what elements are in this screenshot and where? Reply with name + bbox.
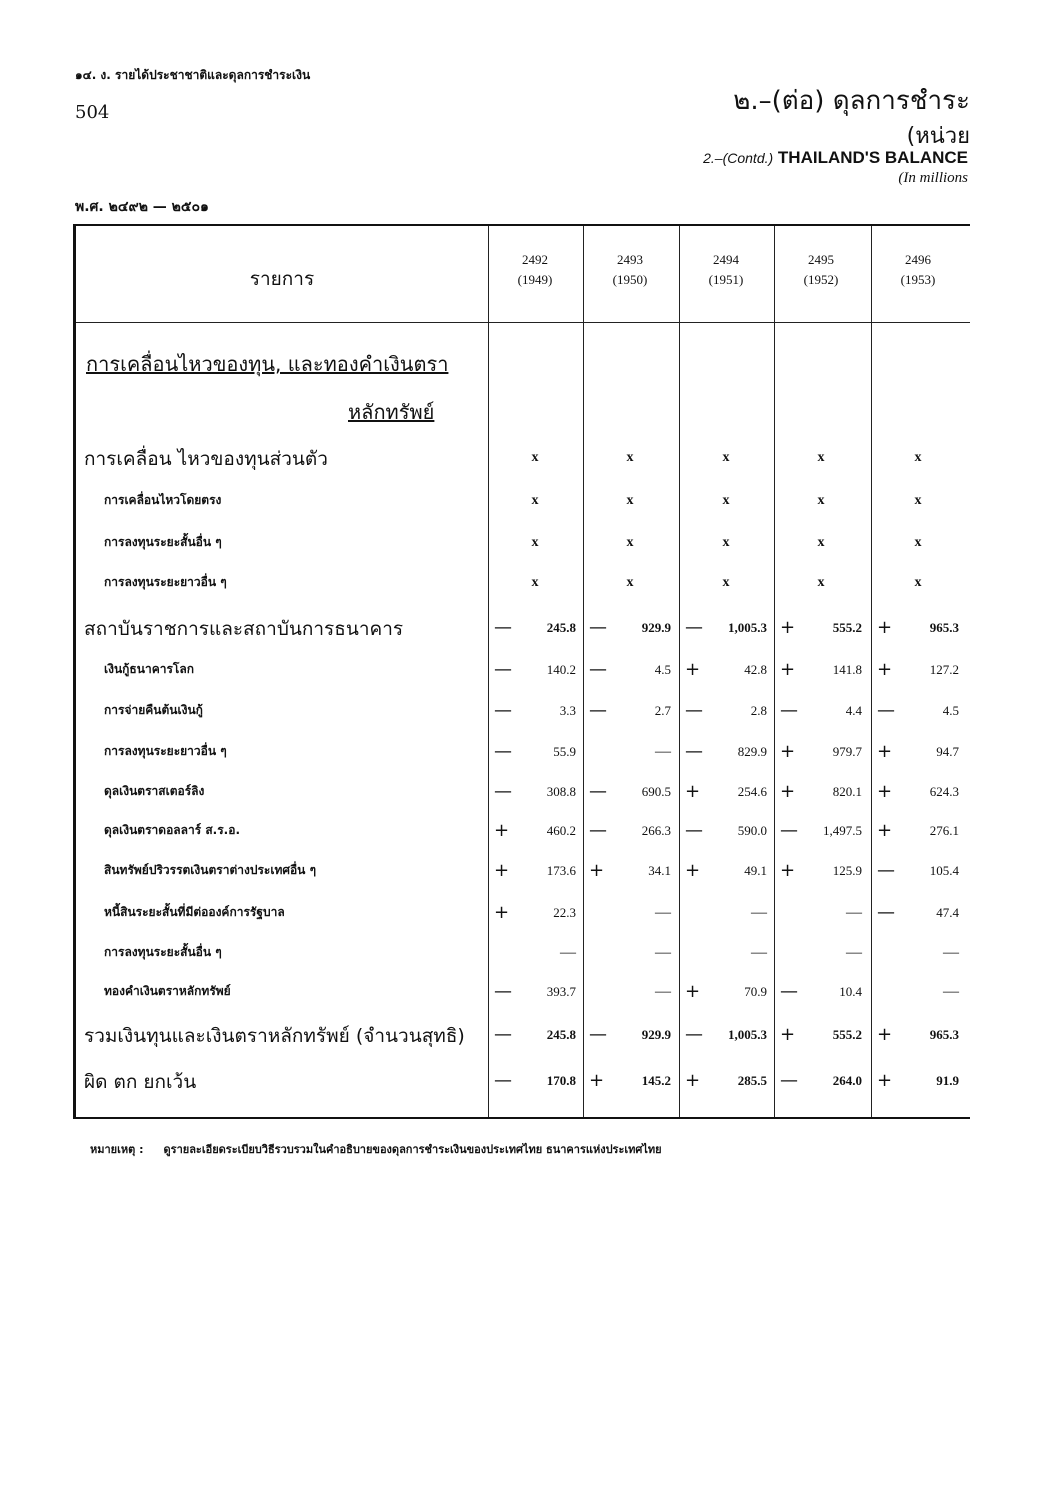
- table-cell-value: x: [626, 493, 634, 508]
- footnote-text: ดูรายละเอียดระเบียบวิธีรวบรวมในคำอธิบายของดุลการชำระเงินของประเทศไทย ธนาคารแห่งประเทศไทย: [163, 1143, 662, 1156]
- table-cell-value: —: [846, 904, 862, 921]
- column-divider: [679, 226, 680, 1117]
- table-cell-sign: —: [494, 617, 512, 638]
- table-cell-sign: —: [494, 659, 512, 680]
- year-ce: (1951): [708, 272, 744, 287]
- table-cell-sign: —: [589, 700, 607, 721]
- table-cell-value: —: [943, 983, 959, 1000]
- table-cell-value: 276.1: [929, 823, 959, 838]
- table-cell-value: 140.2: [546, 662, 576, 677]
- table-cell-value: x: [817, 493, 825, 508]
- table-cell-value: 55.9: [553, 744, 576, 759]
- table-cell-value: 91.9: [936, 1073, 959, 1088]
- table-cell-value: 929.9: [641, 620, 671, 635]
- table-cell-sign: —: [685, 700, 703, 721]
- column-header-year: [679, 250, 773, 290]
- year-ce: (1953): [900, 272, 936, 287]
- title-english: [703, 148, 968, 168]
- column-header-year: [871, 250, 965, 290]
- table-cell-sign: —: [494, 1024, 512, 1045]
- table-cell-value: 47.4: [936, 905, 959, 920]
- table-cell-value: x: [626, 535, 634, 550]
- table-cell-value: 555.2: [832, 620, 862, 635]
- column-divider: [774, 226, 775, 1117]
- table-cell-sign: +: [685, 860, 701, 881]
- column-divider: [871, 226, 872, 1117]
- table-cell-sign: +: [877, 820, 893, 841]
- year-ce: (1949): [517, 272, 553, 287]
- table-cell-value: x: [817, 575, 825, 590]
- table-cell-value: 829.9: [737, 744, 767, 759]
- table-cell-value: —: [560, 944, 576, 961]
- period-label: พ.ศ. ๒๔๙๒ — ๒๕๐๑: [75, 199, 209, 215]
- year-be: 2494: [713, 252, 739, 267]
- table-cell-value: 590.0: [737, 823, 767, 838]
- year-be: 2493: [617, 252, 643, 267]
- table-cell-value: 170.8: [546, 1073, 576, 1088]
- table-cell-sign: +: [877, 781, 893, 802]
- row-label: การเคลื่อนไหวโดยตรง: [104, 493, 222, 507]
- year-ce: (1950): [612, 272, 648, 287]
- table-cell-value: 624.3: [929, 784, 959, 799]
- table-cell-value: —: [655, 983, 671, 1000]
- table-cell-value: x: [626, 575, 634, 590]
- row-label: รวมเงินทุนและเงินตราหลักทรัพย์ (จำนวนสุทธิ): [84, 1025, 465, 1047]
- table-cell-value: 4.5: [654, 662, 671, 677]
- table-cell-value: 555.2: [832, 1027, 862, 1042]
- table-cell-sign: +: [685, 981, 701, 1002]
- table-cell-sign: —: [685, 820, 703, 841]
- table-cell-value: x: [914, 493, 922, 508]
- table-cell-value: x: [531, 535, 539, 550]
- table-cell-value: —: [655, 743, 671, 760]
- table-cell-value: x: [722, 493, 730, 508]
- table-cell-sign: +: [589, 1070, 605, 1091]
- table-cell-sign: +: [877, 1070, 893, 1091]
- table-cell-value: 1,005.3: [728, 1027, 767, 1042]
- table-cell-value: 105.4: [929, 863, 959, 878]
- column-header-items: รายการ: [249, 268, 315, 290]
- table-cell-sign: —: [685, 1024, 703, 1045]
- table-cell-value: 2.8: [750, 703, 767, 718]
- column-header-year: [488, 250, 582, 290]
- row-label: ดุลเงินตราสเตอร์ลิง: [104, 784, 205, 798]
- table-cell-sign: +: [877, 659, 893, 680]
- table-cell-sign: —: [877, 860, 895, 881]
- footnote: [90, 1140, 662, 1158]
- column-header-year: [583, 250, 677, 290]
- table-cell-sign: —: [589, 1024, 607, 1045]
- table-cell-sign: —: [780, 1070, 798, 1091]
- table-cell-value: x: [531, 575, 539, 590]
- table-cell-value: 3.3: [559, 703, 576, 718]
- table-cell-sign: +: [685, 1070, 701, 1091]
- table-cell-sign: +: [877, 1024, 893, 1045]
- table-cell-value: 965.3: [929, 1027, 959, 1042]
- table-cell-value: 42.8: [744, 662, 767, 677]
- table-cell-sign: +: [494, 902, 510, 923]
- row-label: การลงทุนระยะสั้นอื่น ๆ: [104, 945, 222, 959]
- table-cell-value: 245.8: [546, 620, 576, 635]
- table-cell-value: —: [655, 944, 671, 961]
- table-cell-value: x: [817, 450, 825, 465]
- table-cell-sign: +: [877, 741, 893, 762]
- running-head: ๑๔. ง. รายได้ประชาชาติและดุลการชำระเงิน: [75, 68, 311, 82]
- table-cell-sign: —: [494, 700, 512, 721]
- year-ce: (1952): [803, 272, 839, 287]
- table-cell-value: 141.8: [832, 662, 862, 677]
- row-label: การจ่ายคืนต้นเงินกู้: [104, 703, 203, 717]
- table-cell-value: x: [817, 535, 825, 550]
- table-cell-value: 308.8: [546, 784, 576, 799]
- table-cell-value: x: [531, 493, 539, 508]
- page-number: 504: [75, 102, 110, 123]
- table-cell-value: 965.3: [929, 620, 959, 635]
- unit-thai: (หน่วย: [906, 124, 970, 149]
- table-cell-sign: +: [685, 781, 701, 802]
- table-cell-value: 1,005.3: [728, 620, 767, 635]
- section-title-line2: หลักทรัพย์: [348, 400, 435, 424]
- table-cell-value: 1,497.5: [823, 823, 862, 838]
- table-cell-value: x: [914, 450, 922, 465]
- title-thai: ๒.–(ต่อ) ดุลการชำระ: [733, 86, 970, 116]
- row-label: ผิด ตก ยกเว้น: [84, 1071, 197, 1093]
- table-cell-sign: —: [589, 820, 607, 841]
- year-be: 2492: [522, 252, 548, 267]
- column-header-year: [774, 250, 868, 290]
- table-cell-value: 145.2: [641, 1073, 671, 1088]
- table-cell-value: x: [722, 575, 730, 590]
- table-cell-value: —: [655, 904, 671, 921]
- table-cell-sign: —: [494, 981, 512, 1002]
- row-label: เงินกู้ธนาคารโลก: [104, 662, 194, 676]
- table-cell-value: —: [846, 944, 862, 961]
- table-cell-sign: +: [780, 781, 796, 802]
- table-cell-value: 94.7: [936, 744, 959, 759]
- row-label: การลงทุนระยะยาวอื่น ๆ: [104, 744, 227, 758]
- table-cell-sign: +: [780, 860, 796, 881]
- table-cell-value: 2.7: [654, 703, 671, 718]
- table-cell-value: x: [914, 575, 922, 590]
- table-cell-value: 254.6: [737, 784, 767, 799]
- row-label: สินทรัพย์ปริวรรตเงินตราต่างประเทศอื่น ๆ: [104, 863, 317, 877]
- table-cell-value: 820.1: [832, 784, 862, 799]
- column-divider: [583, 226, 584, 1117]
- balance-table: [73, 224, 970, 1119]
- table-cell-value: —: [751, 904, 767, 921]
- title-english-main: THAILAND'S BALANCE: [777, 148, 968, 167]
- section-title-line1: การเคลื่อนไหวของทุน, และทองคำเงินตรา: [86, 352, 449, 376]
- row-label: หนี้สินระยะสั้นที่มีต่อองค์การรัฐบาล: [104, 905, 285, 919]
- column-divider: [488, 226, 489, 1117]
- row-label: ดุลเงินตราดอลลาร์ ส.ร.อ.: [104, 823, 241, 837]
- table-cell-value: 49.1: [744, 863, 767, 878]
- table-cell-sign: +: [494, 820, 510, 841]
- table-cell-sign: —: [685, 741, 703, 762]
- table-cell-value: x: [722, 535, 730, 550]
- table-cell-value: 929.9: [641, 1027, 671, 1042]
- table-cell-value: 245.8: [546, 1027, 576, 1042]
- table-cell-sign: +: [780, 659, 796, 680]
- title-english-prefix: 2.–(Contd.): [703, 150, 774, 166]
- table-cell-value: 266.3: [641, 823, 671, 838]
- table-cell-value: 10.4: [839, 984, 862, 999]
- table-cell-value: 393.7: [546, 984, 576, 999]
- table-cell-value: x: [626, 450, 634, 465]
- table-cell-sign: —: [877, 700, 895, 721]
- year-be: 2495: [808, 252, 834, 267]
- table-cell-sign: +: [780, 617, 796, 638]
- table-cell-sign: —: [589, 617, 607, 638]
- table-cell-sign: —: [780, 981, 798, 1002]
- table-cell-value: 979.7: [832, 744, 862, 759]
- table-cell-value: 264.0: [832, 1073, 862, 1088]
- table-cell-value: 125.9: [832, 863, 862, 878]
- table-cell-sign: +: [589, 860, 605, 881]
- row-label: การลงทุนระยะสั้นอื่น ๆ: [104, 535, 222, 549]
- table-cell-value: —: [943, 944, 959, 961]
- header-rule: [76, 322, 970, 323]
- table-cell-sign: —: [877, 902, 895, 923]
- year-be: 2496: [905, 252, 931, 267]
- table-cell-value: x: [531, 450, 539, 465]
- table-cell-sign: +: [780, 1024, 796, 1045]
- table-cell-sign: +: [780, 741, 796, 762]
- row-label: การลงทุนระยะยาวอื่น ๆ: [104, 575, 227, 589]
- table-cell-value: 690.5: [641, 784, 671, 799]
- unit-english: (In millions: [898, 170, 968, 186]
- table-cell-value: —: [751, 944, 767, 961]
- row-label: สถาบันราชการและสถาบันการธนาคาร: [84, 618, 404, 640]
- table-cell-sign: —: [494, 781, 512, 802]
- table-cell-sign: —: [494, 1070, 512, 1091]
- table-cell-sign: —: [685, 617, 703, 638]
- table-cell-sign: —: [494, 741, 512, 762]
- table-cell-value: 4.5: [942, 703, 959, 718]
- table-cell-sign: +: [877, 617, 893, 638]
- table-cell-sign: +: [685, 659, 701, 680]
- table-cell-sign: —: [589, 659, 607, 680]
- table-cell-value: 127.2: [929, 662, 959, 677]
- table-cell-value: 22.3: [553, 905, 576, 920]
- table-cell-value: 173.6: [546, 863, 576, 878]
- row-label: ทองคำเงินตราหลักทรัพย์: [104, 984, 231, 998]
- table-cell-sign: —: [780, 820, 798, 841]
- table-cell-value: x: [914, 535, 922, 550]
- table-cell-value: 285.5: [737, 1073, 767, 1088]
- table-cell-sign: —: [589, 781, 607, 802]
- table-cell-sign: —: [780, 700, 798, 721]
- table-cell-value: x: [722, 450, 730, 465]
- table-cell-value: 34.1: [648, 863, 671, 878]
- table-cell-sign: +: [494, 860, 510, 881]
- table-cell-value: 460.2: [546, 823, 576, 838]
- footnote-label: หมายเหตุ :: [90, 1143, 144, 1156]
- table-cell-value: 4.4: [845, 703, 862, 718]
- table-cell-value: 70.9: [744, 984, 767, 999]
- row-label: การเคลื่อน ไหวของทุนส่วนตัว: [84, 448, 328, 470]
